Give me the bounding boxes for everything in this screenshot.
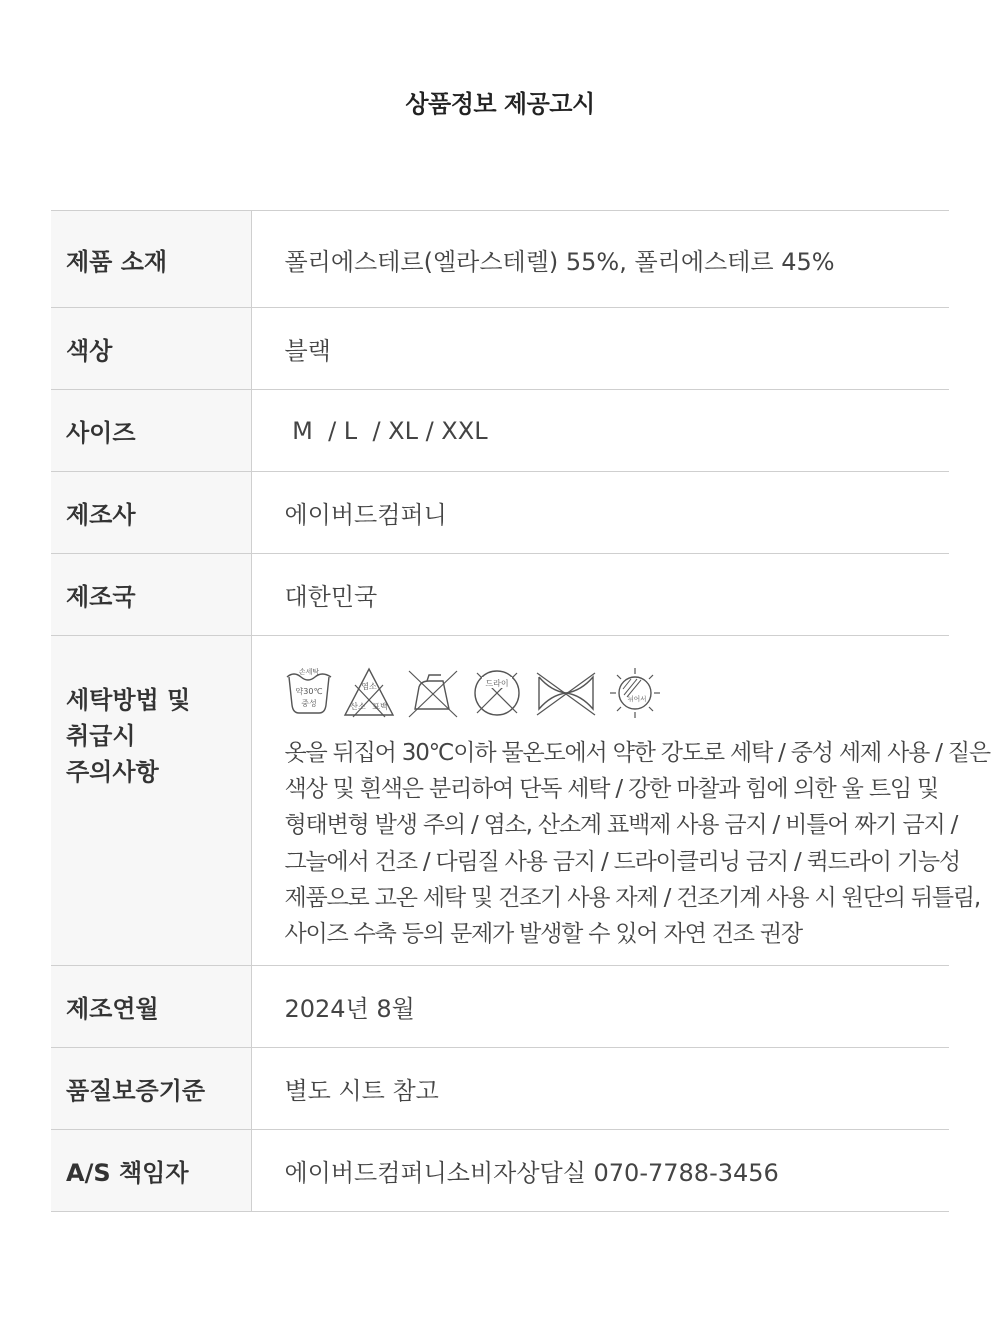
care-symbols	[285, 665, 942, 721]
no-bleach-icon	[341, 665, 397, 721]
hand-wash-icon	[285, 665, 333, 721]
row-manufacturer	[51, 472, 949, 554]
care-label-line: 취급시	[66, 722, 136, 750]
shade-dry-flat-icon	[607, 665, 663, 721]
care-instructions	[284, 735, 990, 952]
row-value: M / L / XL / XXL	[284, 416, 488, 445]
row-care	[51, 636, 949, 966]
shade-dry-label: 뉘어서	[627, 695, 646, 703]
care-label-line: 세탁방법 및	[66, 686, 191, 714]
page-title: 상품정보 제공고시	[405, 90, 595, 118]
row-label: A/S 책임자	[51, 1130, 251, 1212]
row-country	[51, 554, 949, 636]
row-value: 별도 시트 참고	[284, 1077, 439, 1105]
bleach-label: 표백	[371, 702, 388, 711]
row-label: 제조국	[51, 554, 251, 636]
row-quality-warranty	[51, 1048, 949, 1130]
row-value: 폴리에스테르(엘라스테렐) 55%, 폴리에스테르 45%	[284, 247, 835, 276]
row-as-contact	[51, 1130, 949, 1212]
row-size	[51, 390, 949, 472]
care-instruction-line: 그늘에서 건조 / 다림질 사용 금지 / 드라이클리닝 금지 / 퀵드라이 기능성	[284, 848, 960, 875]
bleach-oxygen-label: 산소	[349, 702, 366, 711]
care-label	[51, 636, 251, 966]
row-label: 제조연월	[51, 966, 251, 1048]
row-label: 색상	[51, 308, 251, 390]
care-instruction-line: 제품으로 고온 세탁 및 건조기 사용 자제 / 건조기계 사용 시 원단의 뒤틀림,	[284, 884, 981, 911]
bleach-chlorine-label: 염소	[360, 682, 377, 691]
hand-wash-temp-label: 약30℃	[295, 687, 322, 696]
hand-wash-detergent-label: 중성	[300, 699, 317, 708]
product-info-table	[51, 210, 990, 1212]
no-iron-icon	[405, 665, 461, 721]
care-instruction-line: 색상 및 흰색은 분리하여 단독 세탁 / 강한 마찰과 힘에 의한 울 트임 및	[284, 776, 938, 803]
care-instruction-line: 옷을 뒤집어 30℃이하 물온도에서 약한 강도로 세탁 / 중성 세제 사용 / 짙은	[284, 740, 990, 766]
care-content	[251, 636, 990, 966]
row-label: 품질보증기준	[51, 1048, 251, 1130]
care-instruction-line: 사이즈 수축 등의 문제가 발생할 수 있어 자연 건조 권장	[284, 921, 802, 948]
care-label-line: 주의사항	[66, 758, 159, 786]
row-value: 에이버드컴퍼니	[284, 501, 447, 529]
row-label: 사이즈	[51, 390, 251, 472]
row-value: 에이버드컴퍼니소비자상담실 070-7788-3456	[284, 1159, 779, 1187]
no-dry-clean-icon	[469, 665, 525, 721]
row-value: 블랙	[284, 337, 331, 365]
row-label: 제품 소재	[51, 211, 251, 308]
care-instruction-line: 형태변형 발생 주의 / 염소, 산소계 표백제 사용 금지 / 비틀어 짜기 금지 /	[284, 812, 958, 839]
row-material	[51, 211, 949, 308]
hand-wash-top-label: 손세탁	[298, 668, 319, 676]
row-label: 제조사	[51, 472, 251, 554]
row-value: 대한민국	[284, 583, 378, 611]
row-color	[51, 308, 949, 390]
dry-clean-label: 드라이	[484, 679, 509, 688]
no-wring-icon	[533, 665, 599, 721]
row-value: 2024년 8월	[284, 995, 415, 1023]
row-manufacture-date	[51, 966, 949, 1048]
